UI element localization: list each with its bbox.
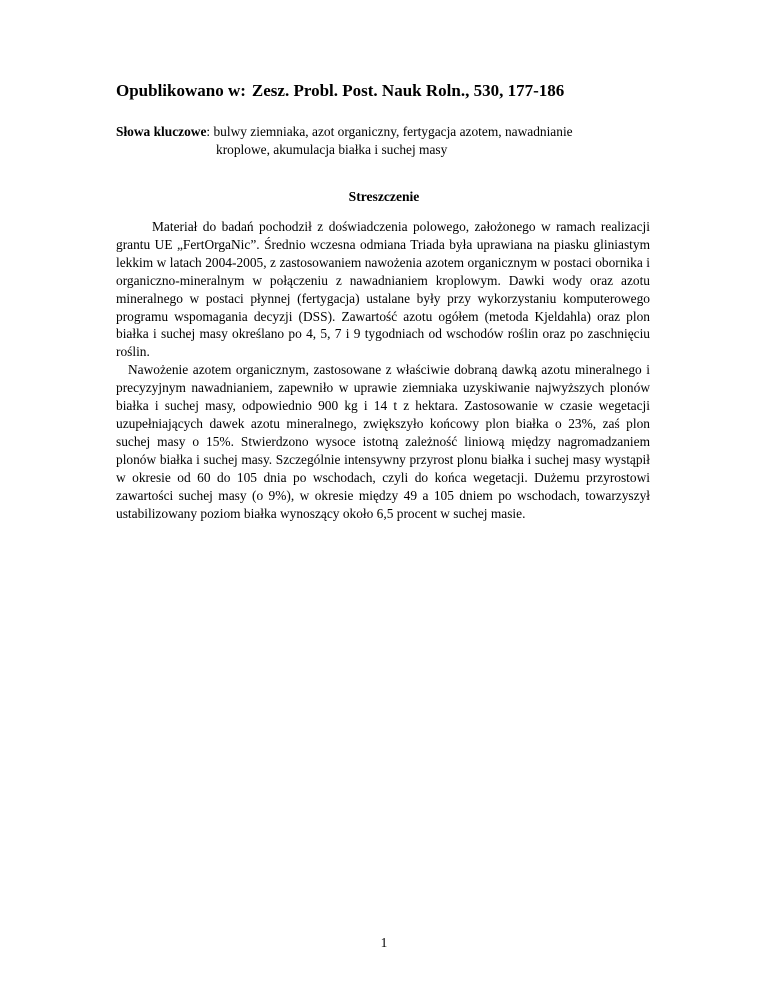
publication-info (116, 81, 564, 101)
journal-citation: Zesz. Probl. Post. Nauk Roln., 530, 177-186 (251, 81, 565, 100)
keywords-line-2: kroplowe, akumulacja białka i suchej masy (216, 142, 448, 157)
keywords-line-1: : bulwy ziemniaka, azot organiczny, fertygacja azotem, nawadnianie (206, 124, 573, 139)
keywords-label: Słowa kluczowe (116, 124, 207, 139)
abstract-paragraph-2: Nawożenie azotem organicznym, zastosowane z właściwie dobraną dawką azotu mineralnego i precyzyjnym nawadnianiem, zapewniło w uprawie ziemniaka uzyskiwanie najwyższych plonów białka i suchej masy, odpowiednio 900 kg i 14 t z hektara. Zastosowanie w czasie wegetacji uzupełniających dawek azotu mineralnego, zwiększyło końcowy plon białka o 23%, zaś plon suchej masy o 15%. Stwierdzono wysoce istotną zależność liniową między nagromadzaniem plonów białka i suchej masy. Szczególnie intensywny przyrost plonu białka i suchej masy wystąpił w okresie od 60 do 105 dnia po wschodach, czyli do końca wegetacji. Dużemu przyrostowi zawartości suchej masy (o 9%), w okresie między 49 a 105 dniem po wschodach, towarzyszył ustabilizowany poziom białka wynoszący około 6,5 procent w suchej masie. (116, 362, 650, 521)
abstract-paragraph-1: Materiał do badań pochodził z doświadczenia polowego, założonego w ramach realizacji grantu UE „FertOrgaNic”. Średnio wczesna odmiana Triada była uprawiana na piasku gliniastym lekkim w latach 2004-2005, z zastosowaniem nawożenia azotem organicznym w postaci obornika i organiczno-mineralnym w połączeniu z nawadnianiem kroplowym. Dawki wody oraz azotu mineralnego w postaci płynnej (fertygacja) ustalane były przy wykorzystaniu komputerowego programu wspomagania decyzji (DSS). Zawartość azotu ogółem (metoda Kjeldahla) oraz plon białka i suchej masy określano po 4, 5, 7 i 9 tygodniach od wschodów roślin oraz po zaschnięciu roślin. (116, 219, 650, 360)
page-number: 1 (380, 935, 388, 950)
keywords-block (116, 123, 573, 159)
abstract-heading: Streszczenie (348, 189, 420, 204)
abstract-body (116, 218, 650, 522)
publication-label: Opublikowano w: (116, 81, 246, 100)
